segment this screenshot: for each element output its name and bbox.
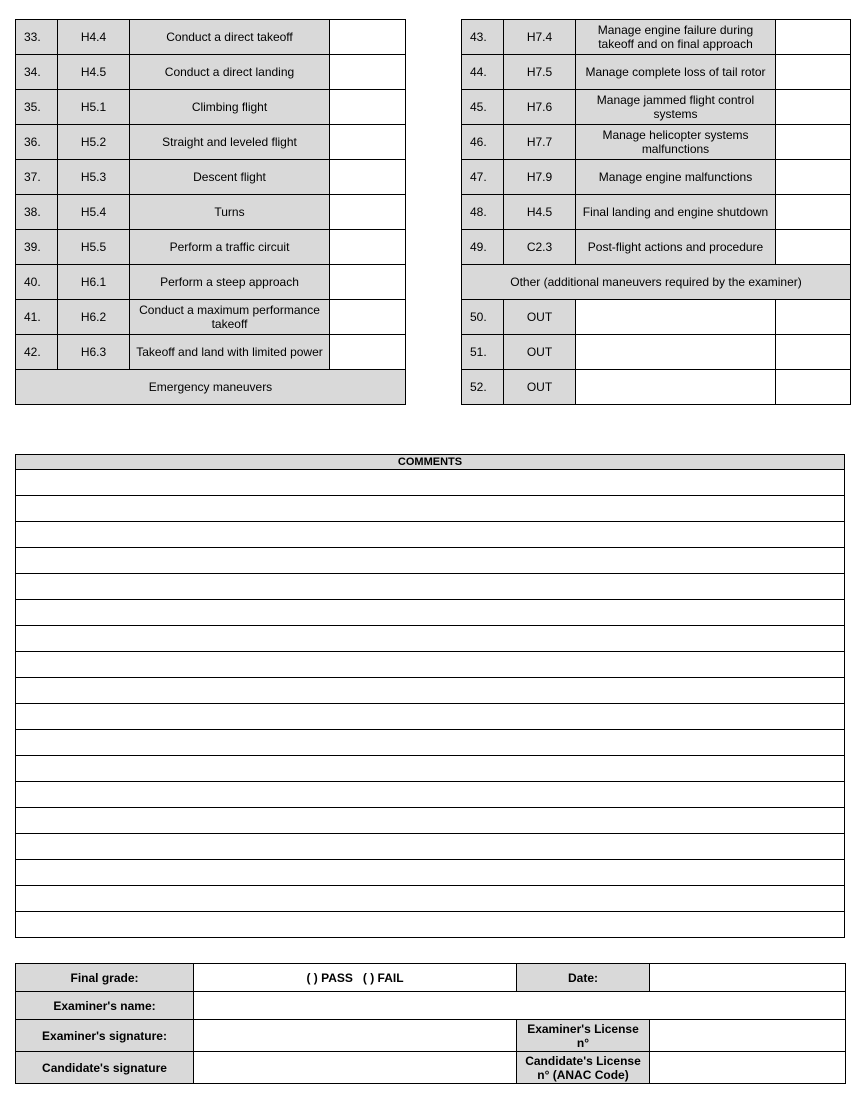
item-task: Post-flight actions and procedure xyxy=(576,230,776,265)
table-row xyxy=(462,55,851,90)
item-number: 50. xyxy=(462,300,504,335)
section-row xyxy=(462,265,851,300)
item-grade-cell[interactable] xyxy=(330,90,406,125)
item-task: Manage engine malfunctions xyxy=(576,160,776,195)
comment-line[interactable] xyxy=(16,574,845,600)
item-grade-cell[interactable] xyxy=(776,20,851,55)
item-task: Descent flight xyxy=(130,160,330,195)
item-task-input[interactable] xyxy=(576,370,776,405)
item-grade-cell[interactable] xyxy=(776,300,851,335)
item-code: H6.2 xyxy=(58,300,130,335)
item-task: Manage complete loss of tail rotor xyxy=(576,55,776,90)
item-code: H5.3 xyxy=(58,160,130,195)
date-label: Date: xyxy=(517,964,650,992)
item-number: 37. xyxy=(16,160,58,195)
item-number: 35. xyxy=(16,90,58,125)
item-grade-cell[interactable] xyxy=(330,195,406,230)
item-task-input[interactable] xyxy=(576,335,776,370)
comment-line[interactable] xyxy=(16,834,845,860)
table-row xyxy=(16,230,406,265)
item-task: Perform a steep approach xyxy=(130,265,330,300)
item-grade-cell[interactable] xyxy=(776,335,851,370)
comment-line[interactable] xyxy=(16,756,845,782)
comment-line[interactable] xyxy=(16,496,845,522)
item-number: 38. xyxy=(16,195,58,230)
candidate-license-label: Candidate's License n° (ANAC Code) xyxy=(517,1052,650,1084)
item-code: H7.7 xyxy=(504,125,576,160)
item-task: Perform a traffic circuit xyxy=(130,230,330,265)
comments-header: COMMENTS xyxy=(16,455,845,470)
table-row xyxy=(462,230,851,265)
section-row xyxy=(16,370,406,405)
item-code: H7.4 xyxy=(504,20,576,55)
item-grade-cell[interactable] xyxy=(330,125,406,160)
examiner-license-field[interactable] xyxy=(650,1020,846,1052)
comment-line[interactable] xyxy=(16,860,845,886)
section-label-emergency: Emergency maneuvers xyxy=(16,370,406,405)
candidate-signature-label: Candidate's signature xyxy=(16,1052,194,1084)
item-code: C2.3 xyxy=(504,230,576,265)
item-grade-cell[interactable] xyxy=(776,195,851,230)
item-number: 34. xyxy=(16,55,58,90)
item-number: 47. xyxy=(462,160,504,195)
item-code: H6.3 xyxy=(58,335,130,370)
item-code: H4.5 xyxy=(58,55,130,90)
item-grade-cell[interactable] xyxy=(776,230,851,265)
table-row xyxy=(462,125,851,160)
item-task: Conduct a maximum performance takeoff xyxy=(130,300,330,335)
examiner-name-row xyxy=(16,992,846,1020)
final-grade-table xyxy=(15,963,846,1084)
table-row xyxy=(16,90,406,125)
item-number: 49. xyxy=(462,230,504,265)
item-task: Climbing flight xyxy=(130,90,330,125)
comment-line[interactable] xyxy=(16,782,845,808)
table-row xyxy=(462,370,851,405)
final-grade-label: Final grade: xyxy=(16,964,194,992)
item-code: H4.5 xyxy=(504,195,576,230)
item-code: OUT xyxy=(504,335,576,370)
item-grade-cell[interactable] xyxy=(330,160,406,195)
comment-line[interactable] xyxy=(16,886,845,912)
candidate-license-field[interactable] xyxy=(650,1052,846,1084)
item-code: OUT xyxy=(504,300,576,335)
item-grade-cell[interactable] xyxy=(776,125,851,160)
item-task: Manage engine failure during takeoff and on final approach xyxy=(576,20,776,55)
item-code: H4.4 xyxy=(58,20,130,55)
candidate-signature-field[interactable] xyxy=(194,1052,517,1084)
candidate-signature-row xyxy=(16,1052,846,1084)
item-task: Manage helicopter systems malfunctions xyxy=(576,125,776,160)
table-row xyxy=(462,195,851,230)
comment-line[interactable] xyxy=(16,808,845,834)
item-grade-cell[interactable] xyxy=(776,160,851,195)
item-number: 42. xyxy=(16,335,58,370)
item-number: 46. xyxy=(462,125,504,160)
comment-line[interactable] xyxy=(16,652,845,678)
item-grade-cell[interactable] xyxy=(330,300,406,335)
item-grade-cell[interactable] xyxy=(330,20,406,55)
examiner-license-label: Examiner's License n° xyxy=(517,1020,650,1052)
item-number: 52. xyxy=(462,370,504,405)
table-row xyxy=(16,20,406,55)
table-row xyxy=(16,300,406,335)
item-code: H5.5 xyxy=(58,230,130,265)
item-code: H5.4 xyxy=(58,195,130,230)
item-number: 40. xyxy=(16,265,58,300)
examiner-name-label: Examiner's name: xyxy=(16,992,194,1020)
item-code: H7.9 xyxy=(504,160,576,195)
maneuvers-table-right xyxy=(461,19,851,405)
comment-line[interactable] xyxy=(16,626,845,652)
item-grade-cell[interactable] xyxy=(330,230,406,265)
comments-header-row xyxy=(16,455,845,470)
maneuvers-table-left xyxy=(15,19,406,405)
comment-line[interactable] xyxy=(16,548,845,574)
item-grade-cell[interactable] xyxy=(330,55,406,90)
item-task: Conduct a direct takeoff xyxy=(130,20,330,55)
date-field[interactable] xyxy=(650,964,846,992)
final-grade-row xyxy=(16,964,846,992)
table-row xyxy=(462,160,851,195)
comment-line[interactable] xyxy=(16,678,845,704)
comment-line[interactable] xyxy=(16,470,845,496)
section-label-other: Other (additional maneuvers required by the examiner) xyxy=(462,265,851,300)
comment-line[interactable] xyxy=(16,912,845,938)
item-task: Manage jammed flight control systems xyxy=(576,90,776,125)
comment-line[interactable] xyxy=(16,600,845,626)
comments-table xyxy=(15,454,845,938)
pass-fail-options[interactable]: ( ) PASS ( ) FAIL xyxy=(194,964,517,992)
table-row xyxy=(16,265,406,300)
table-row xyxy=(16,335,406,370)
table-row xyxy=(462,335,851,370)
table-row xyxy=(16,160,406,195)
item-number: 33. xyxy=(16,20,58,55)
comment-line[interactable] xyxy=(16,522,845,548)
item-grade-cell[interactable] xyxy=(330,265,406,300)
table-row xyxy=(16,125,406,160)
examiner-signature-field[interactable] xyxy=(194,1020,517,1052)
item-grade-cell[interactable] xyxy=(776,370,851,405)
item-task: Turns xyxy=(130,195,330,230)
item-grade-cell[interactable] xyxy=(776,55,851,90)
comment-line[interactable] xyxy=(16,730,845,756)
item-code: H6.1 xyxy=(58,265,130,300)
item-number: 41. xyxy=(16,300,58,335)
item-number: 48. xyxy=(462,195,504,230)
examiner-signature-label: Examiner's signature: xyxy=(16,1020,194,1052)
item-code: H7.5 xyxy=(504,55,576,90)
table-row xyxy=(16,195,406,230)
item-task: Takeoff and land with limited power xyxy=(130,335,330,370)
item-task-input[interactable] xyxy=(576,300,776,335)
table-row xyxy=(462,20,851,55)
examiner-signature-row xyxy=(16,1020,846,1052)
item-number: 45. xyxy=(462,90,504,125)
item-code: H5.2 xyxy=(58,125,130,160)
examiner-name-field[interactable] xyxy=(194,992,846,1020)
item-task: Conduct a direct landing xyxy=(130,55,330,90)
item-grade-cell[interactable] xyxy=(330,335,406,370)
item-task: Straight and leveled flight xyxy=(130,125,330,160)
comment-line[interactable] xyxy=(16,704,845,730)
item-code: H5.1 xyxy=(58,90,130,125)
table-row xyxy=(462,90,851,125)
item-number: 43. xyxy=(462,20,504,55)
item-task: Final landing and engine shutdown xyxy=(576,195,776,230)
item-code: H7.6 xyxy=(504,90,576,125)
table-row xyxy=(462,300,851,335)
item-number: 51. xyxy=(462,335,504,370)
item-number: 36. xyxy=(16,125,58,160)
item-number: 39. xyxy=(16,230,58,265)
item-grade-cell[interactable] xyxy=(776,90,851,125)
table-row xyxy=(16,55,406,90)
item-code: OUT xyxy=(504,370,576,405)
item-number: 44. xyxy=(462,55,504,90)
